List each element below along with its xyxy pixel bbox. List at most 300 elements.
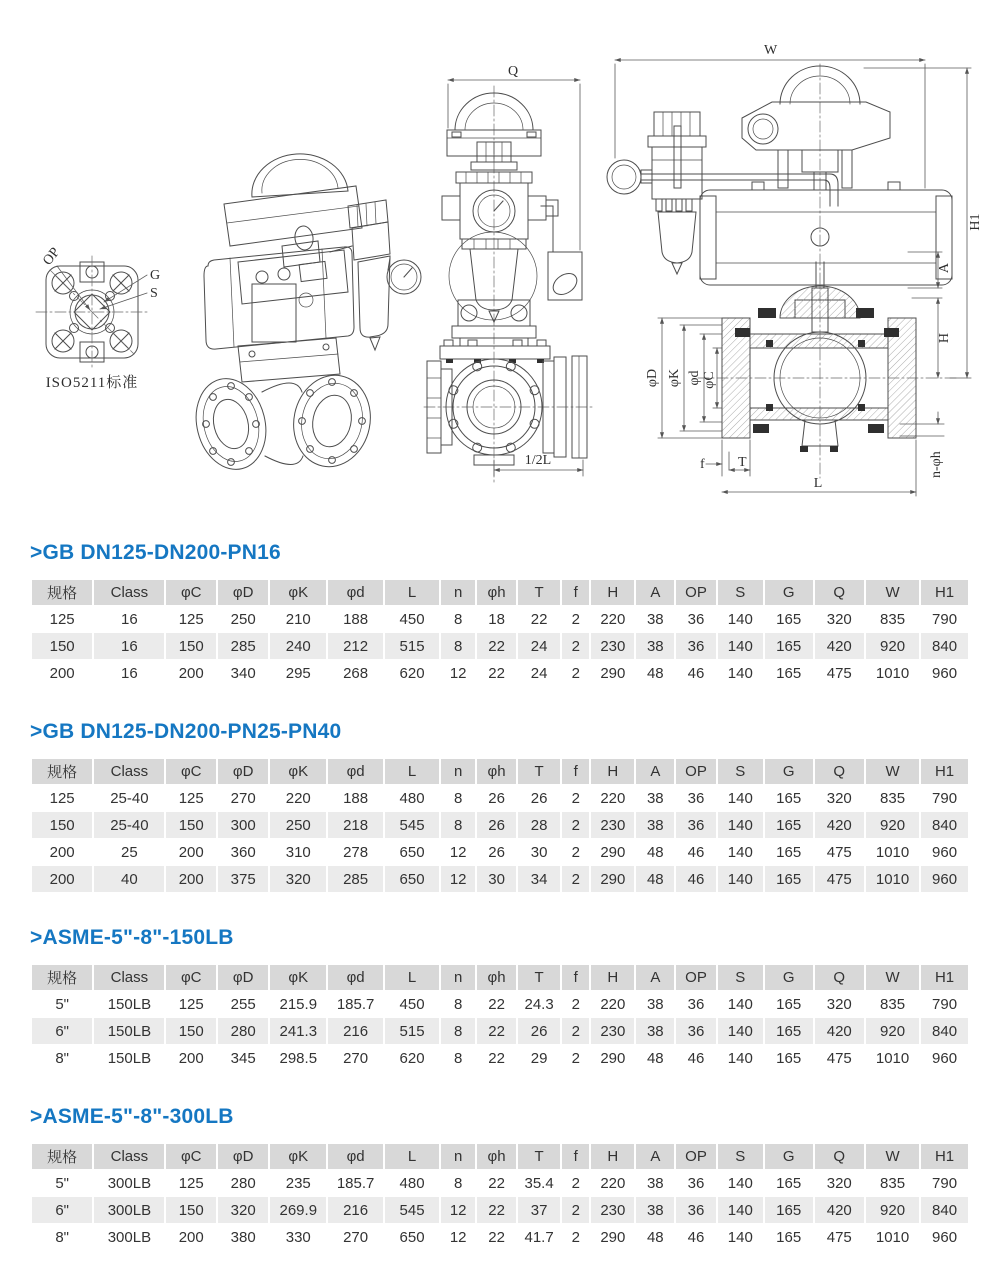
column-header: φK — [270, 965, 326, 990]
table-cell: 28 — [518, 812, 560, 838]
table-cell: 835 — [866, 1170, 919, 1196]
table-cell: 450 — [385, 606, 439, 632]
column-header: W — [866, 580, 919, 605]
table-cell: 220 — [270, 785, 326, 811]
table-cell: 215.9 — [270, 991, 326, 1017]
table-cell: 16 — [94, 606, 164, 632]
table-cell: 26 — [518, 785, 560, 811]
dim-label-l: L — [813, 476, 823, 491]
table-cell: 165 — [765, 1224, 813, 1250]
column-header: W — [866, 965, 919, 990]
table-cell: 12 — [441, 866, 475, 892]
table-cell: 420 — [815, 1197, 865, 1223]
table-cell: 125 — [32, 785, 92, 811]
table-cell: 125 — [32, 606, 92, 632]
table-cell: 38 — [636, 1018, 674, 1044]
table-cell: 150LB — [94, 1018, 164, 1044]
table-row — [32, 1224, 968, 1250]
table-cell: 2 — [562, 606, 589, 632]
spec-table-asme-150lb — [30, 964, 970, 1072]
table-cell: 5" — [32, 1170, 92, 1196]
table-cell: 2 — [562, 812, 589, 838]
table-cell: 250 — [218, 606, 268, 632]
column-header: φC — [166, 965, 216, 990]
table-cell: 140 — [718, 785, 763, 811]
table-cell: 230 — [591, 1197, 634, 1223]
table-cell: 8 — [441, 633, 475, 659]
column-header: φh — [477, 759, 516, 784]
table-cell: 545 — [385, 1197, 439, 1223]
column-header: φD — [218, 759, 268, 784]
table-cell: 36 — [676, 991, 716, 1017]
column-header: f — [562, 1144, 589, 1169]
column-header: T — [518, 580, 560, 605]
table-cell: 835 — [866, 991, 919, 1017]
table-cell: 2 — [562, 1045, 589, 1071]
column-header: 规格 — [32, 580, 92, 605]
table-cell: 320 — [815, 785, 865, 811]
table-cell: 220 — [591, 606, 634, 632]
table-cell: 46 — [676, 866, 716, 892]
column-header: H — [591, 1144, 634, 1169]
table-cell: 2 — [562, 1170, 589, 1196]
spec-table-gb-pn16 — [30, 579, 970, 687]
column-header: φh — [477, 580, 516, 605]
table-cell: 216 — [328, 1197, 383, 1223]
table-cell: 230 — [591, 812, 634, 838]
table-cell: 6" — [32, 1018, 92, 1044]
column-header: φC — [166, 1144, 216, 1169]
table-cell: 2 — [562, 785, 589, 811]
column-header: H1 — [921, 580, 968, 605]
table-cell: 140 — [718, 1224, 763, 1250]
table-cell: 1010 — [866, 660, 919, 686]
technical-drawings — [0, 0, 1000, 515]
table-cell: 41.7 — [518, 1224, 560, 1250]
table-cell: 140 — [718, 1018, 763, 1044]
side-view-drawing — [607, 43, 983, 496]
table-cell: 165 — [765, 785, 813, 811]
table-cell: 46 — [676, 1224, 716, 1250]
table-cell: 480 — [385, 1170, 439, 1196]
column-header: 规格 — [32, 965, 92, 990]
table-cell: 2 — [562, 839, 589, 865]
table-cell: 1010 — [866, 1045, 919, 1071]
table-cell: 150LB — [94, 991, 164, 1017]
table-cell: 48 — [636, 866, 674, 892]
column-header: φC — [166, 580, 216, 605]
table-cell: 12 — [441, 839, 475, 865]
column-header: n — [441, 1144, 475, 1169]
isometric-view-drawing — [187, 154, 421, 477]
table-cell: 34 — [518, 866, 560, 892]
table-cell: 278 — [328, 839, 383, 865]
table-cell: 650 — [385, 1224, 439, 1250]
table-header-row — [32, 759, 968, 784]
table-cell: 125 — [166, 785, 216, 811]
dim-label-n-phi-h: n-φh — [929, 451, 944, 478]
column-header: 规格 — [32, 1144, 92, 1169]
column-header: Q — [815, 965, 865, 990]
table-cell: 26 — [477, 785, 516, 811]
table-cell: 35.4 — [518, 1170, 560, 1196]
table-cell: 150 — [166, 633, 216, 659]
table-cell: 8 — [441, 1018, 475, 1044]
column-header: S — [718, 759, 763, 784]
table-cell: 270 — [328, 1224, 383, 1250]
table-cell: 220 — [591, 991, 634, 1017]
table-cell: 140 — [718, 606, 763, 632]
table-cell: 295 — [270, 660, 326, 686]
column-header: H — [591, 965, 634, 990]
table-cell: 38 — [636, 991, 674, 1017]
table-cell: 1010 — [866, 866, 919, 892]
table-cell: 420 — [815, 633, 865, 659]
section-title: >ASME-5"-8"-300LB — [30, 1105, 234, 1128]
table-cell: 140 — [718, 866, 763, 892]
table-cell: 36 — [676, 785, 716, 811]
table-cell: 475 — [815, 1045, 865, 1071]
table-cell: 650 — [385, 839, 439, 865]
iso5211-caption: ISO5211标准 — [45, 375, 139, 391]
table-cell: 920 — [866, 1197, 919, 1223]
column-header: φh — [477, 965, 516, 990]
column-header: S — [718, 965, 763, 990]
table-cell: 22 — [477, 1197, 516, 1223]
table-cell: 290 — [591, 660, 634, 686]
column-header: Q — [815, 759, 865, 784]
section-gb-pn25-pn40 — [30, 720, 970, 893]
table-cell: 2 — [562, 1197, 589, 1223]
table-cell: 420 — [815, 1018, 865, 1044]
column-header: φd — [328, 965, 383, 990]
table-cell: 165 — [765, 1197, 813, 1223]
column-header: T — [518, 965, 560, 990]
table-row — [32, 866, 968, 892]
table-cell: 310 — [270, 839, 326, 865]
table-cell: 26 — [518, 1018, 560, 1044]
table-cell: 240 — [270, 633, 326, 659]
dim-label-h: H — [937, 332, 952, 344]
table-cell: 37 — [518, 1197, 560, 1223]
column-header: 规格 — [32, 759, 92, 784]
table-cell: 320 — [815, 991, 865, 1017]
section-gb-pn16 — [30, 541, 970, 687]
column-header: H — [591, 580, 634, 605]
column-header: A — [636, 580, 674, 605]
table-cell: 200 — [166, 1224, 216, 1250]
table-cell: 125 — [166, 991, 216, 1017]
table-cell: 545 — [385, 812, 439, 838]
table-row — [32, 991, 968, 1017]
table-cell: 340 — [218, 660, 268, 686]
table-cell: 36 — [676, 1170, 716, 1196]
table-cell: 165 — [765, 812, 813, 838]
table-cell: 30 — [477, 866, 516, 892]
dim-label-phi-d-minor: φd — [687, 370, 702, 386]
table-cell: 218 — [328, 812, 383, 838]
table-cell: 840 — [921, 1197, 968, 1223]
dim-label-q: Q — [508, 64, 519, 79]
column-header: OP — [676, 759, 716, 784]
front-view-drawing — [424, 64, 592, 482]
table-cell: 200 — [166, 839, 216, 865]
table-cell: 450 — [385, 991, 439, 1017]
column-header: φK — [270, 759, 326, 784]
spec-sections — [0, 541, 1000, 1251]
table-cell: 960 — [921, 866, 968, 892]
dim-label-op: OP — [40, 245, 64, 269]
spec-table-asme-300lb — [30, 1143, 970, 1251]
column-header: Q — [815, 580, 865, 605]
column-header: L — [385, 759, 439, 784]
table-cell: 140 — [718, 812, 763, 838]
column-header: L — [385, 965, 439, 990]
dim-label-phi-c: φC — [702, 371, 717, 389]
table-cell: 22 — [477, 1018, 516, 1044]
column-header: φh — [477, 1144, 516, 1169]
table-cell: 22 — [477, 991, 516, 1017]
table-cell: 220 — [591, 785, 634, 811]
table-cell: 840 — [921, 633, 968, 659]
table-cell: 165 — [765, 606, 813, 632]
table-cell: 790 — [921, 991, 968, 1017]
dim-label-phi-d-major: φD — [645, 368, 660, 388]
column-header: φd — [328, 1144, 383, 1169]
section-title: >ASME-5"-8"-150LB — [30, 926, 234, 949]
table-cell: 515 — [385, 633, 439, 659]
table-cell: 40 — [94, 866, 164, 892]
column-header: OP — [676, 965, 716, 990]
table-row — [32, 839, 968, 865]
table-cell: 380 — [218, 1224, 268, 1250]
column-header: T — [518, 1144, 560, 1169]
table-cell: 1010 — [866, 1224, 919, 1250]
table-cell: 12 — [441, 1197, 475, 1223]
table-cell: 38 — [636, 633, 674, 659]
table-cell: 320 — [270, 866, 326, 892]
table-cell: 960 — [921, 660, 968, 686]
table-row — [32, 785, 968, 811]
table-cell: 18 — [477, 606, 516, 632]
table-cell: 200 — [166, 1045, 216, 1071]
table-cell: 300LB — [94, 1170, 164, 1196]
table-cell: 790 — [921, 1170, 968, 1196]
table-cell: 185.7 — [328, 1170, 383, 1196]
column-header: φC — [166, 759, 216, 784]
table-cell: 165 — [765, 839, 813, 865]
section-asme-150lb — [30, 926, 970, 1072]
table-cell: 36 — [676, 606, 716, 632]
dim-label-w: W — [764, 43, 778, 58]
column-header: φd — [328, 580, 383, 605]
table-cell: 8 — [441, 1045, 475, 1071]
table-cell: 300 — [218, 812, 268, 838]
table-cell: 2 — [562, 633, 589, 659]
table-cell: 300LB — [94, 1197, 164, 1223]
table-cell: 150 — [32, 633, 92, 659]
column-header: T — [518, 759, 560, 784]
table-cell: 165 — [765, 633, 813, 659]
column-header: Q — [815, 1144, 865, 1169]
dim-label-a: A — [937, 262, 952, 274]
table-cell: 140 — [718, 660, 763, 686]
table-cell: 268 — [328, 660, 383, 686]
table-cell: 375 — [218, 866, 268, 892]
column-header: n — [441, 580, 475, 605]
column-header: A — [636, 1144, 674, 1169]
table-cell: 480 — [385, 785, 439, 811]
column-header: φD — [218, 580, 268, 605]
table-cell: 48 — [636, 1045, 674, 1071]
column-header: f — [562, 965, 589, 990]
table-header-row — [32, 965, 968, 990]
table-cell: 2 — [562, 991, 589, 1017]
column-header: OP — [676, 580, 716, 605]
column-header: f — [562, 580, 589, 605]
iso5211-pad-drawing — [36, 245, 160, 391]
table-cell: 920 — [866, 633, 919, 659]
column-header: G — [765, 1144, 813, 1169]
table-cell: 200 — [166, 660, 216, 686]
column-header: H — [591, 759, 634, 784]
table-cell: 475 — [815, 1224, 865, 1250]
table-cell: 22 — [477, 660, 516, 686]
column-header: H1 — [921, 965, 968, 990]
table-cell: 515 — [385, 1018, 439, 1044]
table-cell: 24 — [518, 633, 560, 659]
table-cell: 25-40 — [94, 785, 164, 811]
table-cell: 140 — [718, 1197, 763, 1223]
table-cell: 150 — [166, 812, 216, 838]
table-cell: 330 — [270, 1224, 326, 1250]
table-cell: 38 — [636, 1197, 674, 1223]
table-cell: 150 — [166, 1018, 216, 1044]
table-cell: 22 — [477, 1045, 516, 1071]
table-cell: 140 — [718, 1045, 763, 1071]
table-cell: 230 — [591, 633, 634, 659]
table-cell: 285 — [218, 633, 268, 659]
column-header: n — [441, 965, 475, 990]
table-cell: 250 — [270, 812, 326, 838]
column-header: f — [562, 759, 589, 784]
column-header: S — [718, 580, 763, 605]
table-cell: 280 — [218, 1170, 268, 1196]
section-title: >GB DN125-DN200-PN16 — [30, 541, 281, 564]
table-cell: 960 — [921, 839, 968, 865]
table-cell: 220 — [591, 1170, 634, 1196]
table-cell: 475 — [815, 866, 865, 892]
table-cell: 25-40 — [94, 812, 164, 838]
table-cell: 290 — [591, 839, 634, 865]
column-header: Class — [94, 1144, 164, 1169]
table-cell: 2 — [562, 1018, 589, 1044]
table-cell: 24 — [518, 660, 560, 686]
dim-label-g: G — [150, 268, 161, 283]
table-cell: 46 — [676, 660, 716, 686]
table-cell: 185.7 — [328, 991, 383, 1017]
table-cell: 5" — [32, 991, 92, 1017]
table-cell: 38 — [636, 1170, 674, 1196]
table-cell: 12 — [441, 1224, 475, 1250]
table-cell: 30 — [518, 839, 560, 865]
section-asme-300lb — [30, 1105, 970, 1251]
table-cell: 1010 — [866, 839, 919, 865]
table-cell: 290 — [591, 866, 634, 892]
table-cell: 270 — [328, 1045, 383, 1071]
table-cell: 46 — [676, 1045, 716, 1071]
table-cell: 210 — [270, 606, 326, 632]
column-header: φD — [218, 1144, 268, 1169]
section-title: >GB DN125-DN200-PN25-PN40 — [30, 720, 342, 743]
table-cell: 790 — [921, 606, 968, 632]
table-cell: 230 — [591, 1018, 634, 1044]
table-cell: 200 — [32, 866, 92, 892]
column-header: OP — [676, 1144, 716, 1169]
table-cell: 36 — [676, 1018, 716, 1044]
table-cell: 48 — [636, 839, 674, 865]
table-cell: 165 — [765, 1170, 813, 1196]
table-cell: 345 — [218, 1045, 268, 1071]
column-header: G — [765, 580, 813, 605]
table-cell: 8" — [32, 1224, 92, 1250]
table-cell: 270 — [218, 785, 268, 811]
table-cell: 290 — [591, 1045, 634, 1071]
table-row — [32, 633, 968, 659]
table-cell: 200 — [32, 839, 92, 865]
table-cell: 140 — [718, 633, 763, 659]
table-cell: 8 — [441, 606, 475, 632]
table-cell: 8 — [441, 1170, 475, 1196]
table-cell: 620 — [385, 660, 439, 686]
table-cell: 216 — [328, 1018, 383, 1044]
table-cell: 26 — [477, 839, 516, 865]
column-header: G — [765, 965, 813, 990]
table-cell: 2 — [562, 1224, 589, 1250]
table-cell: 960 — [921, 1045, 968, 1071]
table-cell: 36 — [676, 633, 716, 659]
table-cell: 280 — [218, 1018, 268, 1044]
column-header: L — [385, 580, 439, 605]
table-cell: 620 — [385, 1045, 439, 1071]
column-header: n — [441, 759, 475, 784]
table-cell: 48 — [636, 660, 674, 686]
column-header: H1 — [921, 1144, 968, 1169]
table-cell: 8" — [32, 1045, 92, 1071]
column-header: A — [636, 965, 674, 990]
table-cell: 38 — [636, 785, 674, 811]
column-header: φK — [270, 1144, 326, 1169]
table-cell: 475 — [815, 839, 865, 865]
table-row — [32, 1170, 968, 1196]
table-cell: 22 — [518, 606, 560, 632]
table-cell: 8 — [441, 785, 475, 811]
table-cell: 22 — [477, 1170, 516, 1196]
column-header: L — [385, 1144, 439, 1169]
table-row — [32, 1018, 968, 1044]
table-cell: 165 — [765, 1018, 813, 1044]
table-cell: 38 — [636, 606, 674, 632]
table-cell: 125 — [166, 1170, 216, 1196]
table-cell: 165 — [765, 1045, 813, 1071]
table-cell: 46 — [676, 839, 716, 865]
table-cell: 48 — [636, 1224, 674, 1250]
table-cell: 8 — [441, 991, 475, 1017]
table-row — [32, 1045, 968, 1071]
table-cell: 835 — [866, 606, 919, 632]
dim-label-t: T — [738, 455, 747, 470]
table-cell: 290 — [591, 1224, 634, 1250]
